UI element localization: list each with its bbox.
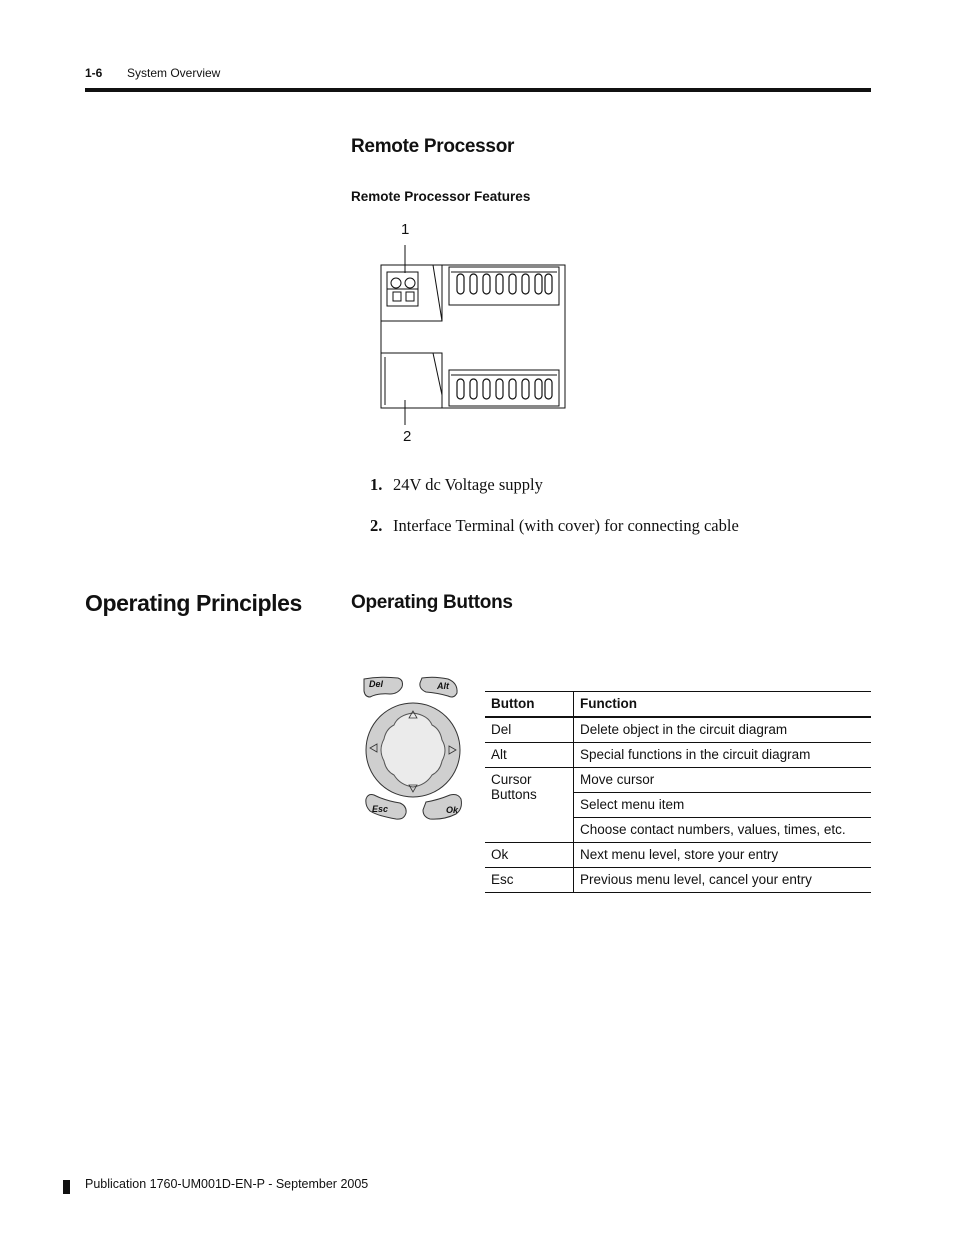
function-cell: Move cursor bbox=[574, 768, 872, 793]
list-number: 1. bbox=[370, 475, 383, 494]
table-row bbox=[485, 868, 871, 893]
figure-title: Remote Processor Features bbox=[351, 189, 531, 204]
operating-principles-heading: Operating Principles bbox=[85, 590, 302, 616]
button-cell: Alt bbox=[485, 743, 574, 768]
callout-2: 2 bbox=[403, 428, 412, 445]
callout-1: 1 bbox=[401, 221, 410, 238]
function-cell: Previous menu level, cancel your entry bbox=[574, 868, 872, 893]
function-cell: Choose contact numbers, values, times, etc. bbox=[574, 818, 872, 843]
list-item bbox=[370, 475, 543, 495]
keypad-graphic bbox=[360, 675, 470, 825]
column-header-button: Button bbox=[485, 692, 574, 718]
del-key-label: Del bbox=[369, 679, 384, 689]
publication-footer: Publication 1760-UM001D-EN-P - September 2005 bbox=[85, 1177, 369, 1191]
header-rule bbox=[85, 88, 871, 92]
esc-key-label: Esc bbox=[372, 804, 389, 814]
page-number: 1-6 bbox=[85, 66, 103, 80]
table-header-row bbox=[485, 692, 871, 718]
remote-processor-diagram bbox=[375, 245, 575, 427]
remote-processor-heading: Remote Processor bbox=[351, 136, 515, 157]
table-row bbox=[485, 843, 871, 868]
list-item bbox=[370, 516, 739, 536]
button-cell: Esc bbox=[485, 868, 574, 893]
ok-key-label: Ok bbox=[446, 805, 459, 815]
table-row bbox=[485, 743, 871, 768]
list-text: Interface Terminal (with cover) for connecting cable bbox=[393, 516, 739, 535]
running-header-section: System Overview bbox=[127, 66, 221, 80]
function-cell: Next menu level, store your entry bbox=[574, 843, 872, 868]
keypad-illustration bbox=[360, 675, 470, 825]
table-row bbox=[485, 717, 871, 743]
function-cell: Delete object in the circuit diagram bbox=[574, 717, 872, 743]
alt-key-label: Alt bbox=[437, 681, 449, 691]
function-cell: Special functions in the circuit diagram bbox=[574, 743, 872, 768]
button-cell: Ok bbox=[485, 843, 574, 868]
footer-marker bbox=[63, 1180, 70, 1194]
function-cell: Select menu item bbox=[574, 793, 872, 818]
button-cell: Del bbox=[485, 717, 574, 743]
button-cell: Cursor Buttons bbox=[485, 768, 574, 843]
table-row bbox=[485, 768, 871, 793]
operating-buttons-table bbox=[485, 691, 871, 893]
list-text: 24V dc Voltage supply bbox=[393, 475, 543, 494]
column-header-function: Function bbox=[574, 692, 872, 718]
list-number: 2. bbox=[370, 516, 383, 535]
operating-buttons-heading: Operating Buttons bbox=[351, 592, 513, 613]
